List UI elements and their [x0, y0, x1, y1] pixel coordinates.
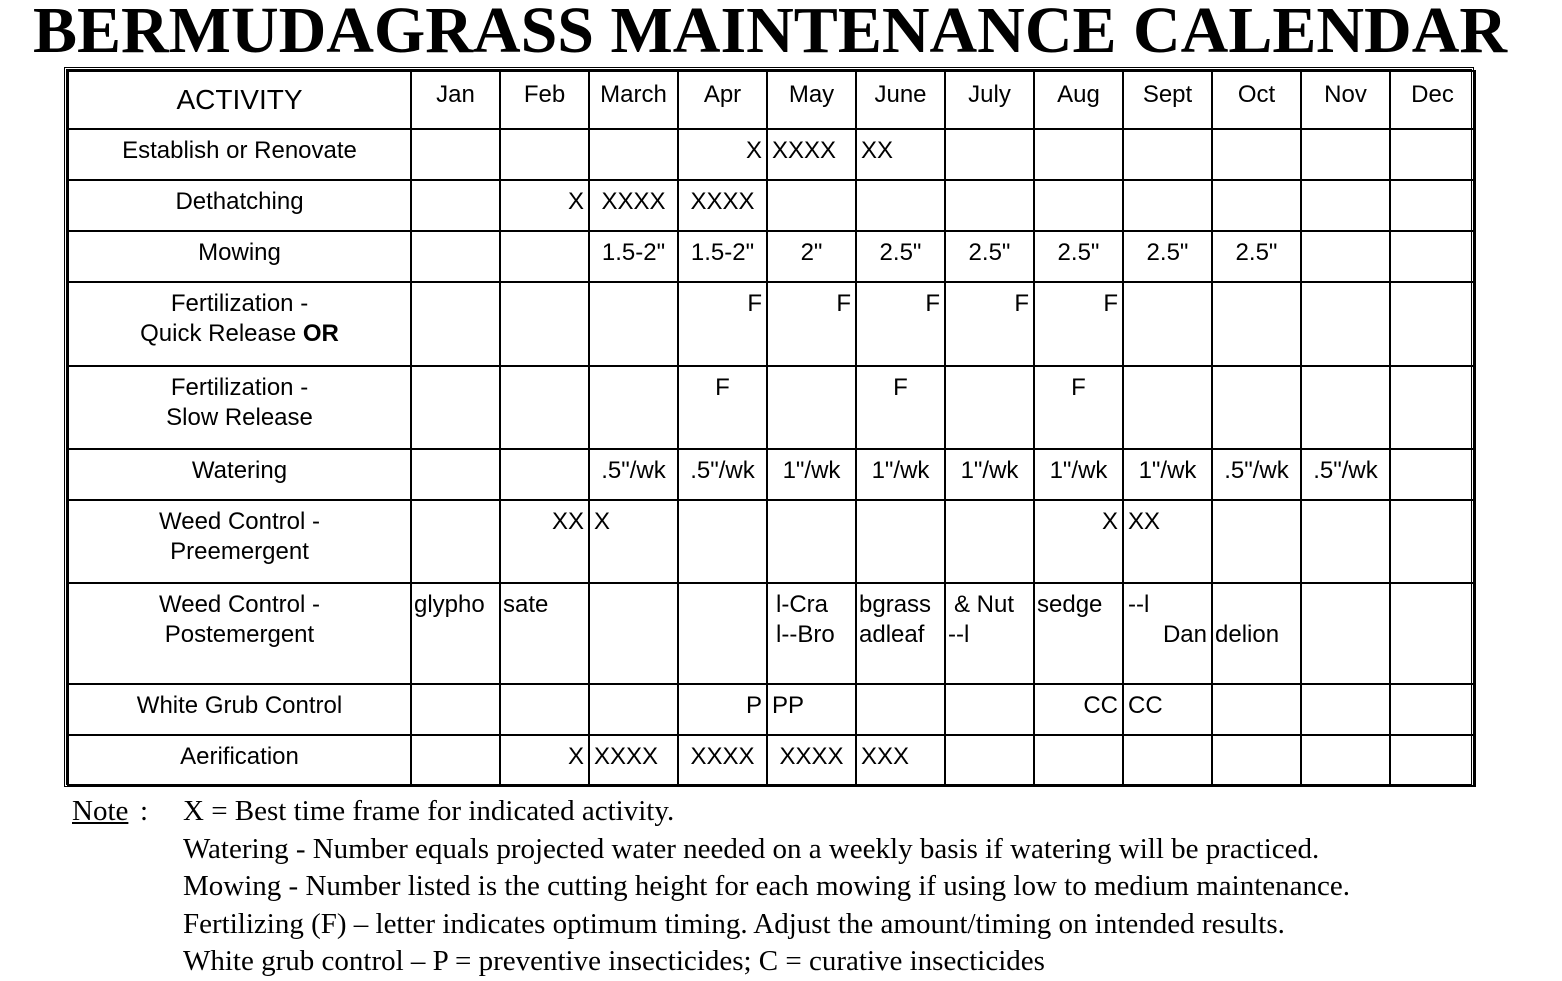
- activity-label-line1: Weed Control -: [159, 591, 320, 618]
- table-cell: CC: [1034, 684, 1123, 735]
- table-cell: XX: [500, 500, 589, 583]
- cell-line1: & Nut: [954, 591, 1015, 618]
- table-row-white-grub: [68, 684, 1475, 735]
- table-cell: [1034, 129, 1123, 180]
- activity-label: [68, 366, 411, 449]
- note-colon: :: [140, 795, 149, 827]
- table-cell: [500, 129, 589, 180]
- table-cell: F: [678, 282, 767, 366]
- table-cell: 1"/wk: [945, 449, 1034, 500]
- table-cell: F: [1034, 366, 1123, 449]
- table-cell: [1390, 449, 1475, 500]
- table-cell: [1390, 231, 1475, 282]
- table-cell: [767, 583, 856, 684]
- table-cell: [678, 583, 767, 684]
- table-cell: [1123, 366, 1212, 449]
- table-cell: [500, 583, 589, 684]
- table-cell: [1212, 500, 1301, 583]
- cell-line2: adleaf: [859, 621, 925, 648]
- table-cell: XX: [856, 129, 945, 180]
- month-header-nov: Nov: [1301, 71, 1390, 129]
- activity-label-line1: Fertilization -: [170, 374, 309, 401]
- activity-label-line2: Slow Release: [166, 404, 313, 431]
- table-cell: 1.5-2": [589, 231, 678, 282]
- note-line-x: X = Best time frame for indicated activity.: [183, 795, 675, 827]
- month-header-march: March: [589, 71, 678, 129]
- table-cell: .5"/wk: [589, 449, 678, 500]
- cell-line1: sedge: [1037, 591, 1103, 618]
- table-cell: XXX: [856, 735, 945, 786]
- table-cell: [589, 129, 678, 180]
- table-cell: [945, 684, 1034, 735]
- table-cell: F: [856, 366, 945, 449]
- table-cell: [589, 583, 678, 684]
- table-cell: 1.5-2": [678, 231, 767, 282]
- cell-line2: delion: [1215, 621, 1280, 648]
- table-cell: F: [945, 282, 1034, 366]
- table-cell: X: [1034, 500, 1123, 583]
- table-cell: [1212, 366, 1301, 449]
- note-line-mowing: Mowing - Number listed is the cutting height for each mowing if using low to medium maintenance.: [183, 870, 1351, 902]
- table-cell: [411, 500, 500, 583]
- calendar-table-frame: [64, 67, 1474, 787]
- note-line-grub: White grub control – P = preventive insecticides; C = curative insecticides: [183, 945, 1045, 977]
- table-cell: [945, 180, 1034, 231]
- table-cell: [589, 366, 678, 449]
- or-emphasis: OR: [302, 320, 339, 347]
- month-header-aug: Aug: [1034, 71, 1123, 129]
- table-cell: [411, 449, 500, 500]
- table-cell: [767, 180, 856, 231]
- table-cell: F: [856, 282, 945, 366]
- table-cell: [1212, 282, 1301, 366]
- table-cell: [1301, 282, 1390, 366]
- activity-label: Dethatching: [68, 180, 411, 231]
- month-header-dec: Dec: [1390, 71, 1475, 129]
- table-cell: [500, 231, 589, 282]
- activity-label: Mowing: [68, 231, 411, 282]
- table-cell: [1123, 282, 1212, 366]
- activity-label: Establish or Renovate: [68, 129, 411, 180]
- table-cell: [1123, 180, 1212, 231]
- table-cell: [411, 180, 500, 231]
- table-cell: [1301, 684, 1390, 735]
- table-cell: F: [767, 282, 856, 366]
- table-cell: F: [1034, 282, 1123, 366]
- table-cell: [1212, 180, 1301, 231]
- table-cell: .5"/wk: [1301, 449, 1390, 500]
- table-cell: [1212, 129, 1301, 180]
- table-cell: [500, 684, 589, 735]
- activity-label: Watering: [68, 449, 411, 500]
- activity-label-line1: Weed Control -: [159, 508, 320, 535]
- table-cell: [1301, 366, 1390, 449]
- table-row-weed-preemergent: [68, 500, 1475, 583]
- cell-line1: --l: [1128, 591, 1150, 618]
- table-cell: [500, 366, 589, 449]
- table-cell: XX: [1123, 500, 1212, 583]
- table-cell: [1123, 735, 1212, 786]
- cell-line2: l--Bro: [776, 621, 835, 648]
- table-cell: [1212, 583, 1301, 684]
- table-cell: [1390, 500, 1475, 583]
- table-row-dethatching: [68, 180, 1475, 231]
- table-cell: [945, 583, 1034, 684]
- table-cell: [1301, 180, 1390, 231]
- table-cell: 2.5": [1123, 231, 1212, 282]
- table-row-establish: [68, 129, 1475, 180]
- table-cell: [767, 500, 856, 583]
- table-cell: [411, 366, 500, 449]
- cell-line1: l-Cra: [776, 591, 828, 618]
- table-cell: 2.5": [945, 231, 1034, 282]
- month-header-apr: Apr: [678, 71, 767, 129]
- activity-label-line1: Fertilization -: [170, 290, 309, 317]
- table-cell: 2": [767, 231, 856, 282]
- table-cell: [589, 684, 678, 735]
- table-row-watering: [68, 449, 1475, 500]
- table-cell: [500, 449, 589, 500]
- cell-line2: Dan: [1162, 621, 1207, 648]
- table-cell: 1"/wk: [1123, 449, 1212, 500]
- table-cell: X: [589, 500, 678, 583]
- table-cell: [411, 684, 500, 735]
- table-cell: [1301, 129, 1390, 180]
- table-cell: [945, 500, 1034, 583]
- table-cell: [411, 129, 500, 180]
- month-header-feb: Feb: [500, 71, 589, 129]
- note-line-fertilizing: Fertilizing (F) – letter indicates optimum timing. Adjust the amount/timing on intended results.: [183, 907, 1285, 940]
- table-cell: 2.5": [1034, 231, 1123, 282]
- activity-label: [68, 282, 411, 366]
- table-cell: XXXX: [589, 735, 678, 786]
- month-header-may: May: [767, 71, 856, 129]
- table-row-weed-postemergent: [68, 583, 1475, 684]
- cell-line1: bgrass: [859, 591, 932, 618]
- table-cell: [945, 735, 1034, 786]
- table-cell: 1"/wk: [1034, 449, 1123, 500]
- activity-label: [68, 583, 411, 684]
- table-cell: 2.5": [856, 231, 945, 282]
- table-cell: [1123, 583, 1212, 684]
- activity-label: White Grub Control: [68, 684, 411, 735]
- page-title: BERMUDAGRASS MAINTENANCE CALENDAR: [32, 0, 1508, 67]
- table-cell: [1301, 735, 1390, 786]
- table-cell: [1034, 583, 1123, 684]
- table-cell: [500, 282, 589, 366]
- table-cell: XXXX: [767, 735, 856, 786]
- activity-label: [68, 500, 411, 583]
- table-cell: [1390, 129, 1475, 180]
- table-cell: [1123, 129, 1212, 180]
- table-cell: XXXX: [678, 180, 767, 231]
- table-cell: [1390, 282, 1475, 366]
- note-lines: [183, 793, 1350, 981]
- table-cell: [1390, 735, 1475, 786]
- table-cell: .5"/wk: [678, 449, 767, 500]
- table-row-fertilization-quick: [68, 282, 1475, 366]
- table-cell: [767, 366, 856, 449]
- activity-label: Aerification: [68, 735, 411, 786]
- table-cell: X: [500, 180, 589, 231]
- table-cell: [856, 583, 945, 684]
- table-cell: [411, 735, 500, 786]
- table-cell: X: [500, 735, 589, 786]
- table-cell: [1301, 583, 1390, 684]
- note-label: Note: [72, 795, 129, 827]
- table-cell: [1034, 180, 1123, 231]
- table-cell: [1301, 231, 1390, 282]
- table-row-fertilization-slow: [68, 366, 1475, 449]
- table-cell: [1212, 735, 1301, 786]
- note-line-watering: Watering - Number equals projected water needed on a weekly basis if watering will be practiced.: [183, 832, 1320, 865]
- table-cell: [1390, 366, 1475, 449]
- table-cell: XXXX: [767, 129, 856, 180]
- activity-label-line2: Preemergent: [170, 538, 309, 565]
- table-cell: [411, 282, 500, 366]
- table-cell: 1"/wk: [856, 449, 945, 500]
- table-cell: CC: [1123, 684, 1212, 735]
- month-header-june: June: [856, 71, 945, 129]
- table-cell: [1390, 684, 1475, 735]
- cell-line2: --l: [948, 621, 970, 648]
- header-row: [68, 71, 1475, 129]
- table-row-mowing: [68, 231, 1475, 282]
- table-cell: [945, 129, 1034, 180]
- table-cell: [1034, 735, 1123, 786]
- activity-label-line2: Quick Release: [140, 320, 303, 347]
- table-cell: PP: [767, 684, 856, 735]
- table-cell: [856, 684, 945, 735]
- activity-header: ACTIVITY: [68, 71, 411, 129]
- activity-label-line2: Postemergent: [164, 621, 315, 648]
- table-cell: [411, 231, 500, 282]
- table-cell: X: [678, 129, 767, 180]
- cell-line1: sate: [503, 591, 549, 618]
- table-cell: [856, 180, 945, 231]
- table-cell: .5"/wk: [1212, 449, 1301, 500]
- table-cell: XXXX: [678, 735, 767, 786]
- table-cell: 1"/wk: [767, 449, 856, 500]
- table-cell: [1212, 684, 1301, 735]
- table-cell: [1301, 500, 1390, 583]
- month-header-sept: Sept: [1123, 71, 1212, 129]
- cell-line1: glypho: [414, 591, 485, 618]
- table-cell: [589, 282, 678, 366]
- maintenance-calendar-table: [67, 70, 1476, 787]
- table-cell: [1390, 180, 1475, 231]
- table-cell: [1390, 583, 1475, 684]
- table-cell: P: [678, 684, 767, 735]
- table-cell: [411, 583, 500, 684]
- table-cell: [945, 366, 1034, 449]
- table-cell: [856, 500, 945, 583]
- month-header-jan: Jan: [411, 71, 500, 129]
- month-header-oct: Oct: [1212, 71, 1301, 129]
- table-cell: [678, 500, 767, 583]
- table-row-aerification: [68, 735, 1475, 786]
- month-header-july: July: [945, 71, 1034, 129]
- table-cell: 2.5": [1212, 231, 1301, 282]
- table-cell: XXXX: [589, 180, 678, 231]
- table-cell: F: [678, 366, 767, 449]
